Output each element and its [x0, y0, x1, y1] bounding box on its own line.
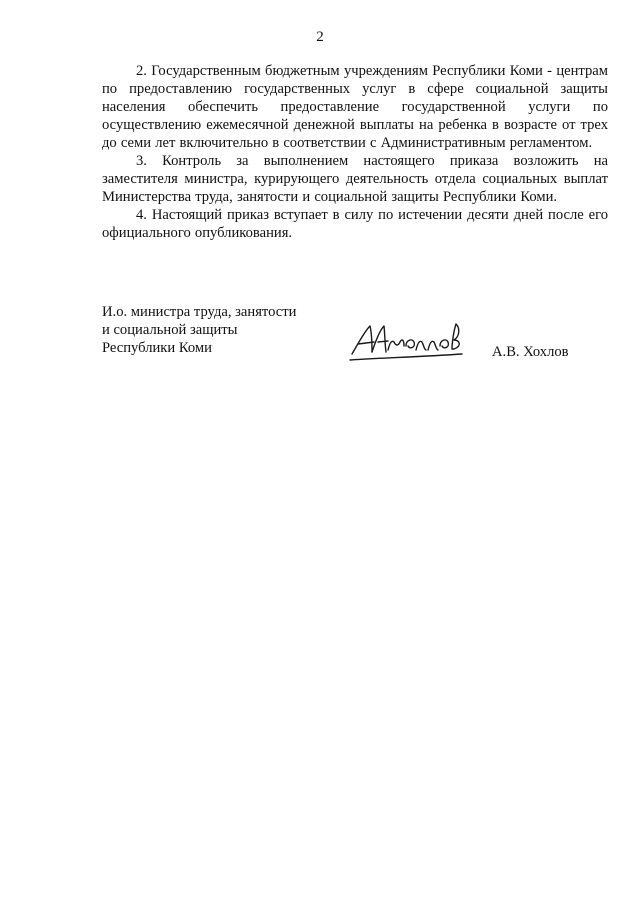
signatory-position-line: и социальной защиты — [102, 322, 238, 338]
paragraph-4: 4. Настоящий приказ вступает в силу по истечении десяти дней после его официального опубликования. — [102, 207, 608, 241]
paragraph-2: 2. Государственным бюджетным учреждениям Республики Коми - центрам по предоставлению государственных услуг в сфере социальной защиты населения обеспечить предоставление государственной услуги по осуществлению ежемесячной денежной выплаты на ребенка в возрасте от трех до семи лет включительно в соответствии с Административным регламентом. — [102, 63, 608, 151]
signatory-position — [102, 303, 362, 357]
paragraph-3: 3. Контроль за выполнением настоящего приказа возложить на заместителя министра, курирующего деятельность отдела социальных выплат Министерства труда, занятости и социальной защиты Республики Коми. — [102, 153, 608, 205]
signatory-name: А.В. Хохлов — [492, 344, 569, 360]
document-body — [102, 62, 608, 242]
handwritten-signature — [348, 316, 466, 366]
page-number: 2 — [316, 29, 324, 45]
signatory-position-line: Республики Коми — [102, 340, 212, 356]
signatory-position-line: И.о. министра труда, занятости — [102, 304, 297, 320]
